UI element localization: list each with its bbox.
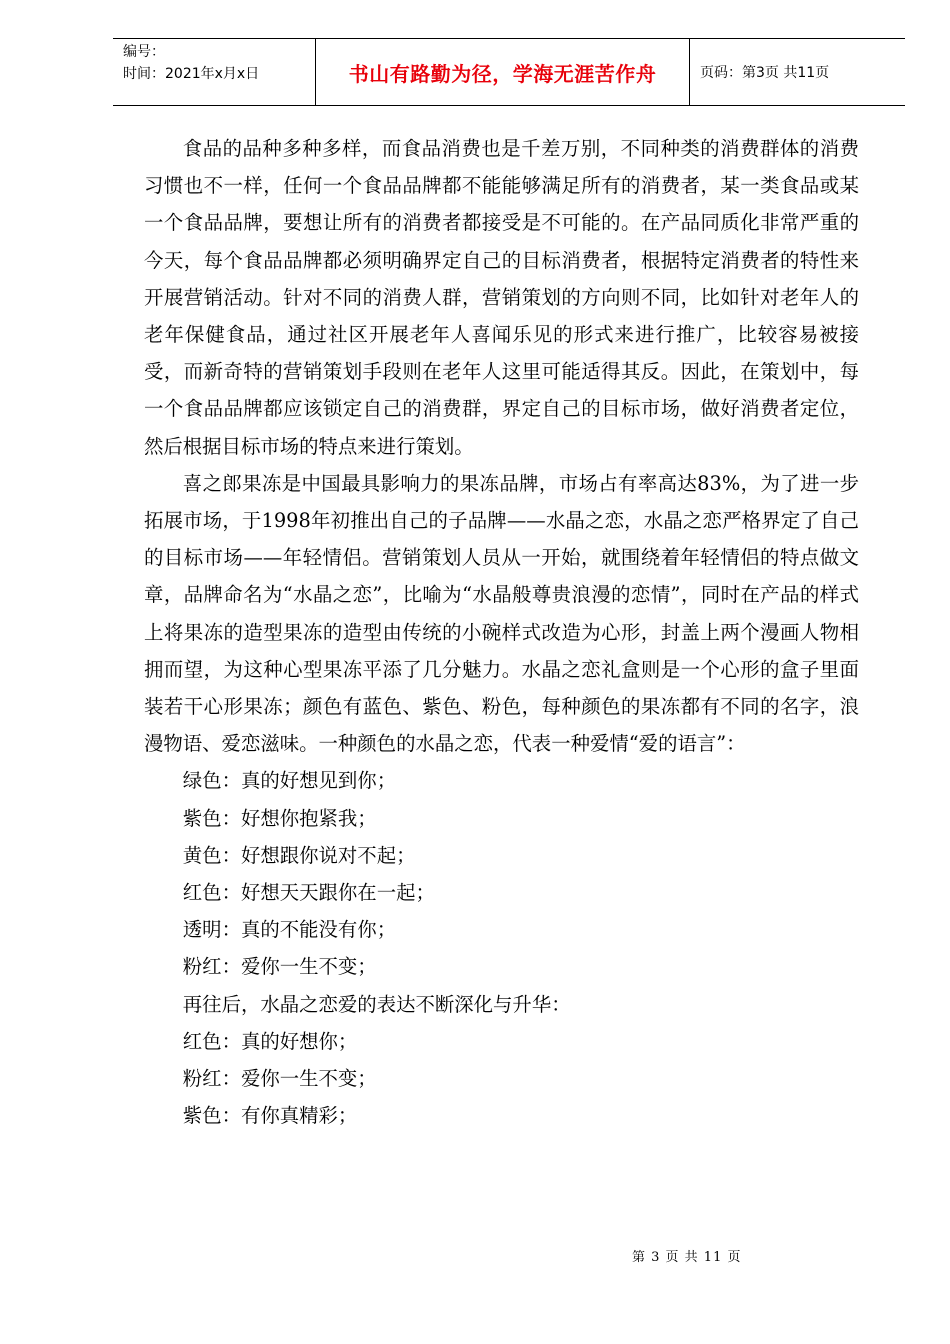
list-item: 透明：真的不能没有你； <box>182 918 397 942</box>
page-footer: 第 3 页 共 11 页 <box>632 1250 742 1265</box>
serial-label: 编号： <box>123 44 165 60</box>
document-body <box>144 130 859 1134</box>
list-item: 紫色：好想你抱紧我； <box>182 806 377 830</box>
header-motto: 书山有路勤为径，学海无涯苦作舟 <box>316 39 690 105</box>
header-meta-cell <box>113 39 316 105</box>
transition-line: 再往后，水晶之恋爱的表达不断深化与升华： <box>182 992 571 1016</box>
list-item: 粉红：爱你一生不变； <box>182 955 377 979</box>
list-item: 绿色：真的好想见到你； <box>182 769 397 793</box>
header-page-info: 页码：第3页 共11页 <box>700 65 830 81</box>
list-item: 黄色：好想跟你说对不起； <box>182 843 416 867</box>
paragraph: 喜之郎果冻是中国最具影响力的果冻品牌，市场占有率高达83%，为了进一步拓展市场，于1998年初推出自己的子品牌——水晶之恋，水晶之恋严格界定了自己的目标市场——年轻情侣。营销策划人员从一开始，就围绕着年轻情侣的特点做文章，品牌命名为“水晶之恋”，比喻为“水晶般尊贵浪漫的恋情”，同时在产品的样式上将果冻的造型果冻的造型由传统的小碗样式改造为心形，封盖上两个漫画人物相拥而望，为这种心型果冻平添了几分魅力。水晶之恋礼盒则是一个心形的盒子里面装若干心形果冻；颜色有蓝色、紫色、粉色，每种颜色的果冻都有不同的名字，浪漫物语、爱恋滋味。一种颜色的水晶之恋，代表一种爱情“爱的语言”： <box>144 471 859 756</box>
list-item: 紫色：有你真精彩； <box>182 1104 358 1128</box>
list-item: 红色：真的好想你； <box>182 1029 358 1053</box>
list-item: 红色：好想天天跟你在一起； <box>182 881 435 905</box>
time-label: 时间：2021年x月x日 <box>123 66 260 82</box>
list-item: 粉红：爱你一生不变； <box>182 1067 377 1091</box>
page-header <box>113 38 905 106</box>
paragraph: 食品的品种多种多样，而食品消费也是千差万别，不同种类的消费群体的消费习惯也不一样，任何一个食品品牌都不能能够满足所有的消费者，某一类食品或某一个食品品牌，要想让所有的消费者都接受是不可能的。在产品同质化非常严重的今天，每个食品品牌都必须明确界定自己的目标消费者，根据特定消费者的特性来开展营销活动。针对不同的消费人群，营销策划的方向则不同，比如针对老年人的老年保健食品，通过社区开展老年人喜闻乐见的形式来进行推广，比较容易被接受，而新奇特的营销策划手段则在老年人这里可能适得其反。因此，在策划中，每一个食品品牌都应该锁定自己的消费群，界定自己的目标市场，做好消费者定位，然后根据目标市场的特点来进行策划。 <box>144 137 859 458</box>
